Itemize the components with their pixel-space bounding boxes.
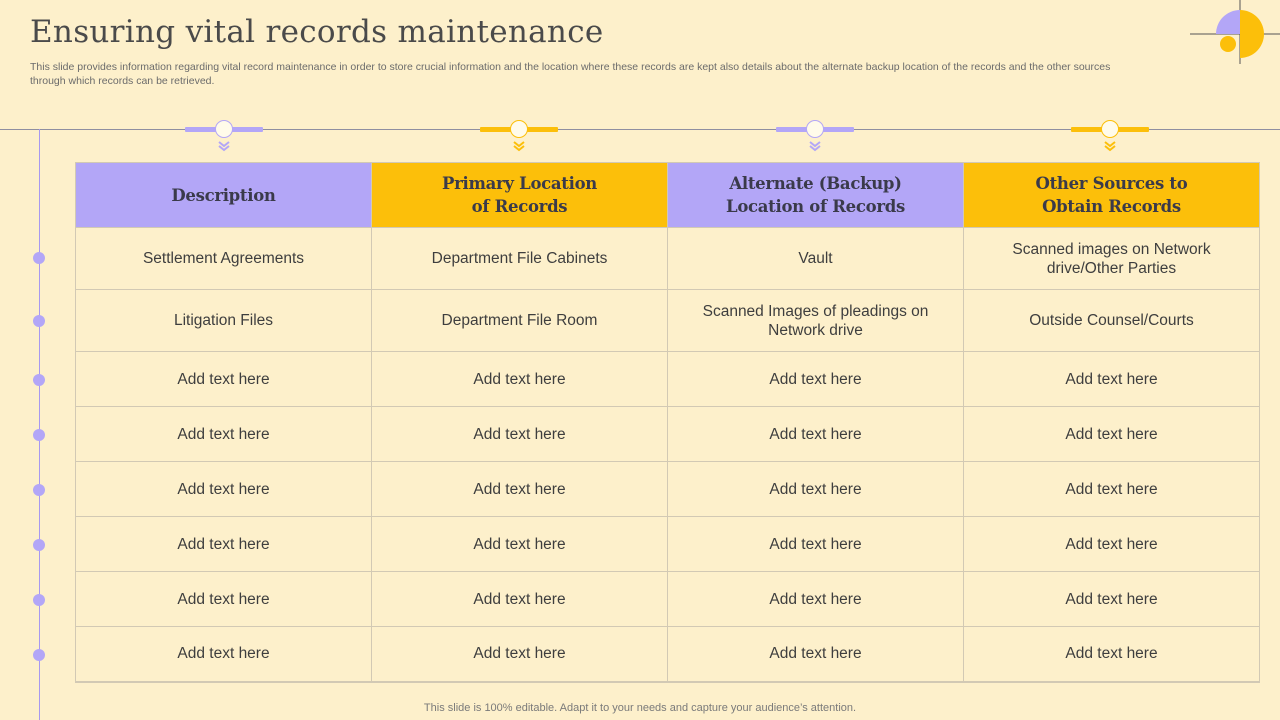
header-alternate-location [668, 163, 964, 228]
table-cell: Add text here [76, 627, 372, 682]
decorative-logo-icon [1188, 0, 1280, 66]
timeline-dot [33, 315, 45, 327]
table-row [76, 517, 1260, 572]
table-cell: Add text here [372, 462, 668, 517]
timeline-dot [33, 539, 45, 551]
table-cell: Scanned images on Network drive/Other Parties [964, 228, 1260, 290]
header-text: Description [171, 185, 276, 205]
header-primary-location [372, 163, 668, 228]
table-cell: Add text here [964, 627, 1260, 682]
chevron-down-icon [512, 140, 526, 152]
header-description [76, 163, 372, 228]
slide-footer: This slide is 100% editable. Adapt it to your needs and capture your audience’s attention. [423, 702, 857, 714]
header-text: Other Sources to [1035, 174, 1188, 193]
timeline-dot [33, 649, 45, 661]
slide-subtitle: This slide provides information regarding vital record maintenance in order to store crucial information and the location where these records are kept also details about the alternate backup location of the records and the other sources through which records can be retrieved. [30, 61, 1111, 87]
table-cell: Scanned Images of pleadings on Network drive [668, 290, 964, 352]
table-cell: Add text here [372, 572, 668, 627]
table-cell: Litigation Files [76, 290, 372, 352]
chevron-down-icon [217, 140, 231, 152]
table-cell: Add text here [76, 462, 372, 517]
table-row [76, 290, 1260, 352]
table-cell: Add text here [76, 407, 372, 462]
table-cell: Add text here [668, 627, 964, 682]
header-text: Obtain Records [1042, 197, 1181, 216]
table-cell: Add text here [372, 352, 668, 407]
header-text: Primary Location [442, 174, 597, 193]
table-cell: Department File Room [372, 290, 668, 352]
header-text: of Records [471, 197, 568, 216]
table-cell: Add text here [668, 462, 964, 517]
table-cell: Add text here [964, 517, 1260, 572]
header-text: Alternate (Backup) [729, 174, 902, 193]
table-row [76, 572, 1260, 627]
table-cell: Add text here [372, 627, 668, 682]
column-marker-1 [185, 120, 265, 154]
table-cell: Add text here [964, 352, 1260, 407]
table-row [76, 627, 1260, 682]
column-marker-2 [480, 120, 560, 154]
slide-title: Ensuring vital records maintenance [30, 14, 604, 50]
table-header-row [76, 163, 1260, 228]
table-cell: Vault [668, 228, 964, 290]
records-table [75, 162, 1260, 683]
table-cell: Add text here [668, 407, 964, 462]
table-cell: Settlement Agreements [76, 228, 372, 290]
table-row [76, 228, 1260, 290]
vertical-timeline-line [39, 129, 40, 720]
timeline-dot [33, 429, 45, 441]
table-cell: Add text here [964, 572, 1260, 627]
table-row [76, 352, 1260, 407]
table-cell: Add text here [964, 462, 1260, 517]
table-cell: Add text here [668, 517, 964, 572]
table-cell: Add text here [668, 572, 964, 627]
table-cell: Add text here [372, 517, 668, 572]
timeline-dot [33, 484, 45, 496]
column-marker-4 [1071, 120, 1151, 154]
table-cell: Outside Counsel/Courts [964, 290, 1260, 352]
table-cell: Department File Cabinets [372, 228, 668, 290]
table-cell: Add text here [76, 352, 372, 407]
table-cell: Add text here [964, 407, 1260, 462]
timeline-dot [33, 594, 45, 606]
chevron-down-icon [1103, 140, 1117, 152]
table-row [76, 407, 1260, 462]
table-cell: Add text here [76, 572, 372, 627]
header-other-sources [964, 163, 1260, 228]
table-cell: Add text here [76, 517, 372, 572]
table-cell: Add text here [372, 407, 668, 462]
timeline-dot [33, 252, 45, 264]
header-text: Location of Records [726, 197, 905, 216]
timeline-dot [33, 374, 45, 386]
table-row [76, 462, 1260, 517]
column-marker-3 [776, 120, 856, 154]
table-cell: Add text here [668, 352, 964, 407]
chevron-down-icon [808, 140, 822, 152]
